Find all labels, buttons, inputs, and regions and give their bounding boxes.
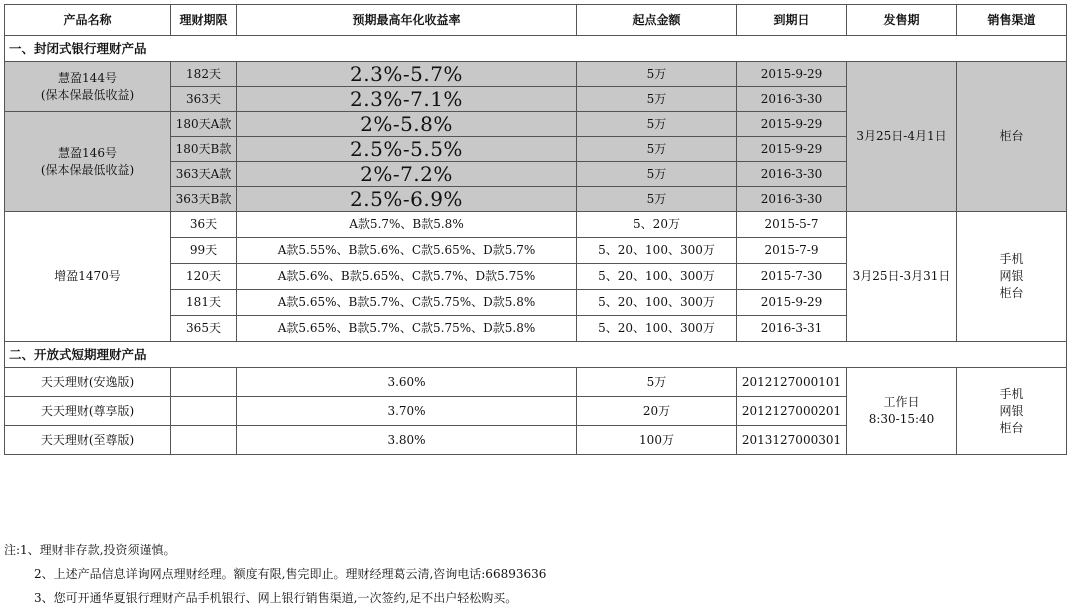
rate-cell: A款5.55%、B款5.6%、C款5.65%、D款5.7% bbox=[237, 238, 577, 264]
header-name: 产品名称 bbox=[5, 5, 171, 36]
term-cell: 120天 bbox=[171, 264, 237, 290]
sale-period-cell: 3月25日-4月1日 bbox=[847, 62, 957, 212]
term-cell: 363天B款 bbox=[171, 187, 237, 212]
rate-cell: A款5.65%、B款5.7%、C款5.75%、D款5.8% bbox=[237, 316, 577, 342]
due-date-cell: 2016-3-30 bbox=[737, 87, 847, 112]
section-title: 一、封闭式银行理财产品 bbox=[5, 36, 1067, 62]
product-subtitle: (保本保最低收益) bbox=[40, 162, 135, 177]
section-title: 二、开放式短期理财产品 bbox=[5, 342, 1067, 368]
due-date-cell: 2015-7-9 bbox=[737, 238, 847, 264]
rate-cell: A款5.6%、B款5.65%、C款5.7%、D款5.75% bbox=[237, 264, 577, 290]
rate-cell: 3.70% bbox=[237, 397, 577, 426]
term-cell: 180天B款 bbox=[171, 137, 237, 162]
rate-cell: 3.60% bbox=[237, 368, 577, 397]
due-date-cell: 2015-9-29 bbox=[737, 112, 847, 137]
product-name: 增盈1470号 bbox=[5, 212, 171, 342]
min-amount-cell: 5、20、100、300万 bbox=[577, 316, 737, 342]
min-amount-cell: 100万 bbox=[577, 426, 737, 455]
channel-online: 网银 bbox=[999, 403, 1024, 418]
due-date-cell: 2015-9-29 bbox=[737, 62, 847, 87]
rate-cell: 3.80% bbox=[237, 426, 577, 455]
term-cell: 99天 bbox=[171, 238, 237, 264]
section-title-row bbox=[5, 36, 1067, 62]
header-period: 发售期 bbox=[847, 5, 957, 36]
min-amount-cell: 5万 bbox=[577, 62, 737, 87]
rate-cell: 2.5%-5.5% bbox=[237, 137, 577, 162]
sale-period-cell: 3月25日-3月31日 bbox=[847, 212, 957, 342]
due-date-cell: 2015-5-7 bbox=[737, 212, 847, 238]
table-row bbox=[5, 62, 1067, 87]
term-cell bbox=[171, 397, 237, 426]
table-row bbox=[5, 212, 1067, 238]
term-cell: 181天 bbox=[171, 290, 237, 316]
due-date-cell: 2016-3-31 bbox=[737, 316, 847, 342]
min-amount-cell: 5、20、100、300万 bbox=[577, 264, 737, 290]
product-name: 天天理财(安逸版) bbox=[5, 368, 171, 397]
min-amount-cell: 5万 bbox=[577, 162, 737, 187]
rate-cell: 2%-5.8% bbox=[237, 112, 577, 137]
min-amount-cell: 5、20、100、300万 bbox=[577, 290, 737, 316]
note-2: 2、上述产品信息详询网点理财经理。额度有限,售完即止。理财经理葛云清,咨询电话:66893636 bbox=[34, 567, 547, 581]
min-amount-cell: 5万 bbox=[577, 368, 737, 397]
min-amount-cell: 5、20、100、300万 bbox=[577, 238, 737, 264]
header-term: 理财期限 bbox=[171, 5, 237, 36]
product-name-cell bbox=[5, 112, 171, 212]
rate-cell: 2%-7.2% bbox=[237, 162, 577, 187]
channel-cell bbox=[957, 368, 1067, 455]
due-date-cell: 2015-7-30 bbox=[737, 264, 847, 290]
channel-mobile: 手机 bbox=[999, 386, 1024, 401]
header-row bbox=[5, 5, 1067, 36]
channel-cell: 柜台 bbox=[957, 62, 1067, 212]
product-code-cell: 2012127000101 bbox=[737, 368, 847, 397]
product-name-cell bbox=[5, 62, 171, 112]
header-channel: 销售渠道 bbox=[957, 5, 1067, 36]
product-name: 慧盈146号 bbox=[58, 145, 117, 160]
channel-counter: 柜台 bbox=[999, 420, 1024, 435]
header-rate: 预期最高年化收益率 bbox=[237, 5, 577, 36]
product-name: 慧盈144号 bbox=[58, 70, 117, 85]
note-3: 3、您可开通华夏银行理财产品手机银行、网上银行销售渠道,一次签约,足不出户轻松购买。 bbox=[34, 591, 518, 605]
table-row bbox=[5, 368, 1067, 397]
min-amount-cell: 5万 bbox=[577, 137, 737, 162]
due-date-cell: 2016-3-30 bbox=[737, 162, 847, 187]
term-cell: 363天A款 bbox=[171, 162, 237, 187]
section-title-row bbox=[5, 342, 1067, 368]
rate-cell: 2.3%-7.1% bbox=[237, 87, 577, 112]
term-cell: 36天 bbox=[171, 212, 237, 238]
rate-cell: A款5.65%、B款5.7%、C款5.75%、D款5.8% bbox=[237, 290, 577, 316]
sale-period-cell bbox=[847, 368, 957, 455]
channel-counter: 柜台 bbox=[999, 286, 1024, 300]
term-cell: 365天 bbox=[171, 316, 237, 342]
due-date-cell: 2015-9-29 bbox=[737, 290, 847, 316]
channel-mobile: 手机 bbox=[999, 252, 1024, 266]
product-name: 天天理财(至尊版) bbox=[5, 426, 171, 455]
rate-cell: A款5.7%、B款5.8% bbox=[237, 212, 577, 238]
period-hours: 8:30-15:40 bbox=[868, 412, 935, 426]
rate-cell: 2.3%-5.7% bbox=[237, 62, 577, 87]
product-code-cell: 2012127000201 bbox=[737, 397, 847, 426]
notes bbox=[4, 538, 546, 610]
channel-online: 网银 bbox=[999, 269, 1024, 283]
term-cell bbox=[171, 368, 237, 397]
term-cell: 182天 bbox=[171, 62, 237, 87]
period-days: 工作日 bbox=[883, 395, 920, 409]
header-min: 起点金额 bbox=[577, 5, 737, 36]
min-amount-cell: 5万 bbox=[577, 112, 737, 137]
product-code-cell: 2013127000301 bbox=[737, 426, 847, 455]
min-amount-cell: 5万 bbox=[577, 187, 737, 212]
term-cell: 180天A款 bbox=[171, 112, 237, 137]
min-amount-cell: 5万 bbox=[577, 87, 737, 112]
channel-cell bbox=[957, 212, 1067, 342]
term-cell bbox=[171, 426, 237, 455]
header-due: 到期日 bbox=[737, 5, 847, 36]
due-date-cell: 2015-9-29 bbox=[737, 137, 847, 162]
term-cell: 363天 bbox=[171, 87, 237, 112]
note-1: 注:1、理财非存款,投资须谨慎。 bbox=[4, 543, 176, 557]
product-subtitle: (保本保最低收益) bbox=[40, 87, 135, 102]
min-amount-cell: 5、20万 bbox=[577, 212, 737, 238]
due-date-cell: 2016-3-30 bbox=[737, 187, 847, 212]
rate-cell: 2.5%-6.9% bbox=[237, 187, 577, 212]
min-amount-cell: 20万 bbox=[577, 397, 737, 426]
product-name: 天天理财(尊享版) bbox=[5, 397, 171, 426]
product-table bbox=[4, 4, 1067, 455]
